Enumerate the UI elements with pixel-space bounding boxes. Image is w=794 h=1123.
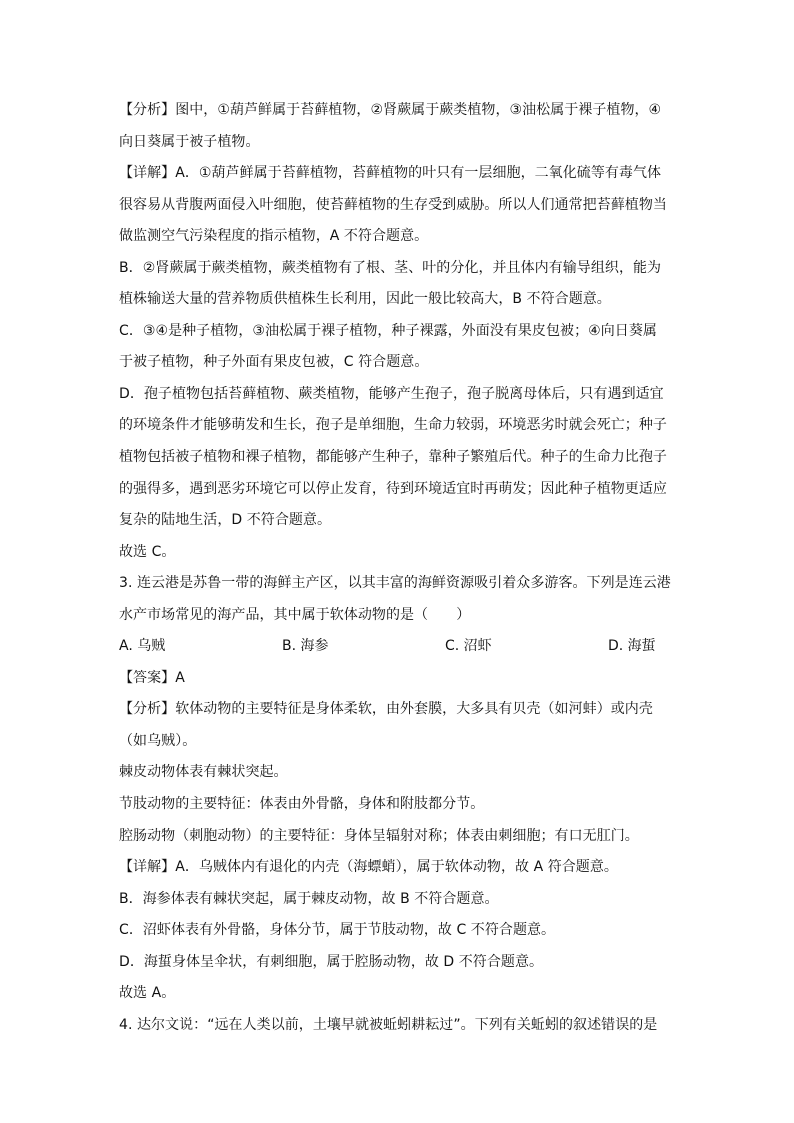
text-line: 做监测空气污染程度的指示植物，A 不符合题意。: [119, 228, 429, 245]
text-line: D．海蜇身体呈伞状，有刺细胞，属于腔肠动物，故 D 不符合题意。: [119, 953, 544, 970]
text-line: 植物包括被子植物和裸子植物，都能够产生种子，靠种子繁殖后代。种子的生命力比孢子: [119, 449, 667, 466]
text-line: 【分析】图中，①葫芦鲜属于苔藓植物，②肾蕨属于蕨类植物，③油松属于裸子植物，④: [119, 102, 662, 118]
text-line: 水产市场常见的海产品，其中属于软体动物的是（ ）: [119, 606, 471, 623]
text-line: C．③④是种子植物，③油松属于裸子植物，种子裸露，外面没有果皮包被；④向日葵属: [119, 322, 657, 339]
text-line: 节肢动物的主要特征：体表由外骨骼，身体和附肢都分节。: [119, 796, 485, 813]
question-3-options: [119, 636, 667, 657]
text-line: 【详解】A．①葫芦鲜属于苔藓植物，苔藓植物的叶只有一层细胞，二氧化硫等有毒气体: [119, 165, 662, 182]
text-line: 向日葵属于被子植物。: [119, 133, 260, 150]
text-line: 4. 达尔文说：“远在人类以前，土壤早就被蚯蚓耕耘过”。下列有关蚯蚓的叙述错误的是: [119, 1016, 658, 1033]
text-line: 的环境条件才能够萌发和生长，孢子是单细胞，生命力较弱，环境恶劣时就会死亡；种子: [119, 417, 667, 434]
text-line: 棘皮动物体表有棘状突起。: [119, 764, 288, 781]
text-line: 故选 C。: [119, 543, 176, 560]
document-page: [119, 100, 671, 1046]
option-c: C. 沼虾: [445, 638, 492, 655]
option-a: A. 乌贼: [119, 638, 166, 655]
text-line: 【分析】软体动物的主要特征是身体柔软，由外套膜，大多具有贝壳（如河蚌）或内壳: [119, 701, 653, 718]
text-line: C．沼虾体表有外骨骼，身体分节，属于节肢动物，故 C 不符合题意。: [119, 922, 556, 939]
option-d: D. 海蜇: [608, 638, 656, 655]
text-line: 植株输送大量的营养物质供植株生长利用，因此一般比较高大，B 不符合题意。: [119, 291, 611, 308]
text-line: 的强得多，遇到恶劣环境它可以停止发育，待到环境适宜时再萌发；因此种子植物更适应: [119, 480, 667, 497]
text-line: 【详解】A．乌贼体内有退化的内壳（海螵蛸），属于软体动物，故 A 符合题意。: [119, 859, 618, 876]
text-line: 腔肠动物（刺胞动物）的主要特征：身体呈辐射对称；体表由刺细胞；有口无肛门。: [119, 827, 639, 844]
answer-block-question-3: [119, 668, 667, 1036]
text-line: 【答案】A: [119, 669, 185, 686]
text-line: B．②肾蕨属于蕨类植物，蕨类植物有了根、茎、叶的分化，并且体内有输导组织，能为: [119, 259, 662, 276]
text-line: 复杂的陆地生活，D 不符合题意。: [119, 512, 332, 529]
text-line: 于被子植物，种子外面有果皮包被，C 符合题意。: [119, 354, 429, 371]
text-line: 很容易从背腹两面侵入叶细胞，使苔藓植物的生存受到威胁。所以人们通常把苔藓植物当: [119, 196, 667, 213]
text-line: D．孢子植物包括苔藓植物、蕨类植物，能够产生孢子，孢子脱离母体后，只有遇到适宜: [119, 385, 664, 402]
text-line: 故选 A。: [119, 985, 176, 1002]
answer-block-question-2: [119, 100, 671, 626]
text-line: 3. 连云港是苏鲁一带的海鲜主产区，以其丰富的海鲜资源吸引着众多游客。下列是连云港: [119, 575, 671, 592]
text-line: （如乌贼）。: [119, 732, 197, 749]
text-line: B．海参体表有棘状突起，属于棘皮动物，故 B 不符合题意。: [119, 890, 499, 907]
option-b: B. 海参: [282, 638, 329, 655]
